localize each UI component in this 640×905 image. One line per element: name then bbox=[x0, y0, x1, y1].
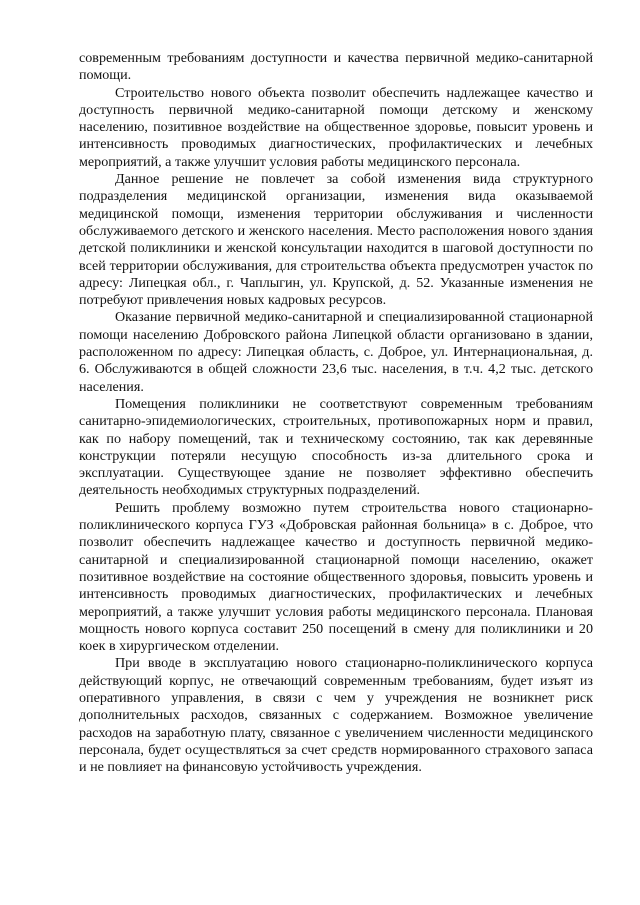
paragraph-current-care: Оказание первичной медико-санитарной и специализированной стационарной помощи населению Добровского района Липецкой области организовано в здании, расположенном по адресу: Липецкая область, с. Доброе, ул. Интернациональная, д. 6. Обслуживаются в общей сложности 23,6 тыс. населения, в т.ч. 4,2 тыс. детского населения. bbox=[79, 309, 593, 395]
paragraph-commissioning: При вводе в эксплуатацию нового стационарно-поликлинического корпуса действующий корпус, не отвечающий современным требованиям, будет изъят из оперативного управления, в связи с чем у учреждения не возникнет риск дополнительных расходов, связанных с содержанием. Возможное увеличение расходов на заработную плату, связанное с увеличением численности медицинского персонала, будет осуществляться за счет средств нормированного страхового запаса и не повлияет на финансовую устойчивость учреждения. bbox=[79, 655, 593, 776]
paragraph-construction-benefits: Строительство нового объекта позволит обеспечить надлежащее качество и доступность первичной медико-санитарной помощи детскому и женскому населению, позитивное воздействие на общественное здоровье, повысит уровень и интенсивность проводимых диагностических, профилактических и лечебных мероприятий, а также улучшит условия работы медицинского персонала. bbox=[79, 84, 593, 170]
paragraph-continuation: современным требованиям доступности и качества первичной медико-санитарной помощи. bbox=[79, 50, 593, 84]
paragraph-premises-condition: Помещения поликлиники не соответствуют современным требованиям санитарно-эпидемиологических, строительных, противопожарных норм и правил, как по набору помещений, так и техническому состоянию, так как деревянные конструкции потеряли несущую способность из-за длительного срока и эксплуатации. Существующее здание не позволяет эффективно обеспечить деятельность необходимых структурных подразделений. bbox=[79, 395, 593, 499]
document-page bbox=[79, 50, 593, 776]
paragraph-decision-location: Данное решение не повлечет за собой изменения вида структурного подразделения медицинской организации, изменения вида оказываемой медицинской помощи, изменения территории обслуживания и численности обслуживаемого детского и женского населения. Место расположения нового здания детской поликлиники и женской консультации находится в шаговой доступности по всей территории обслуживания, для строительства объекта предусмотрен участок по адресу: Липецкая обл., г. Чаплыгин, ул. Крупской, д. 52. Указанные изменения не потребуют привлечения новых кадровых ресурсов. bbox=[79, 171, 593, 309]
paragraph-solution: Решить проблему возможно путем строительства нового стационарно-поликлинического корпуса ГУЗ «Добровская районная больница» в с. Доброе, что позволит обеспечить надлежащее качество и доступность первичной медико-санитарной и специализированной стационарной помощи населению, окажет позитивное воздействие на состояние общественного здоровья, повысить уровень и интенсивность проводимых диагностических, профилактических и лечебных мероприятий, а также улучшит условия работы медицинского персонала. Плановая мощность нового корпуса составит 250 посещений в смену для поликлиники и 20 коек в хирургическом отделении. bbox=[79, 499, 593, 655]
